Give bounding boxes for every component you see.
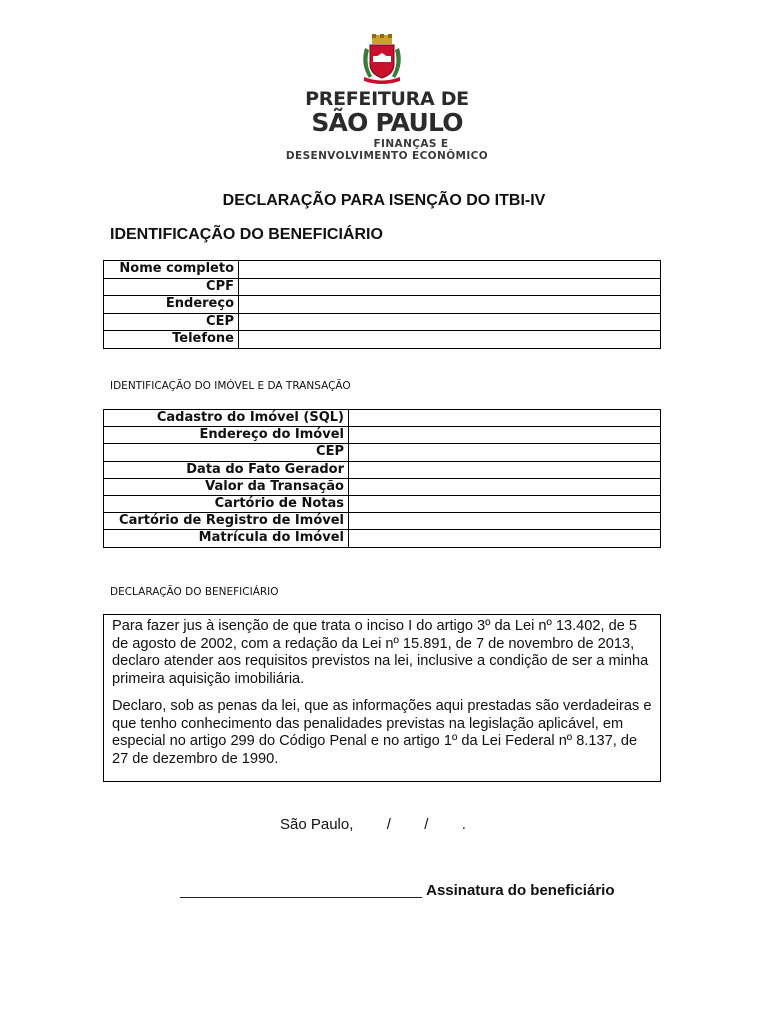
declaration-paragraph-1: Para fazer jus à isenção de que trata o inciso I do artigo 3º da Lei nº 13.402, de 5 de agosto de 2002, com a redação da Lei nº 15.891, de 7 de novembro de 2013, declaro atender aos requisitos previstos na lei, inclusive a condição de ser a minha primeira aquisição imobiliária. (112, 618, 649, 687)
city-label: São Paulo, (280, 816, 354, 833)
field-label: Valor da Transação (104, 478, 349, 495)
field-label: Telefone (104, 331, 239, 349)
cartorio-notas-field[interactable] (349, 495, 661, 512)
logo-title-line2: SÃO PAULO (311, 108, 463, 137)
telefone-field[interactable] (239, 331, 661, 349)
endereco-imovel-field[interactable] (349, 427, 661, 444)
field-label: CPF (104, 278, 239, 296)
cartorio-registro-field[interactable] (349, 513, 661, 530)
field-label: Endereço do Imóvel (104, 427, 349, 444)
table-row (104, 410, 661, 427)
table-row (104, 278, 661, 296)
endereco-field[interactable] (239, 296, 661, 314)
signature-line[interactable]: _____________________________ (180, 882, 422, 899)
matricula-imovel-field[interactable] (349, 530, 661, 547)
signature-label: Assinatura do beneficiário (426, 882, 615, 899)
table-row (104, 478, 661, 495)
sql-field[interactable] (349, 410, 661, 427)
property-table (103, 409, 661, 548)
table-row (104, 427, 661, 444)
cpf-field[interactable] (239, 278, 661, 296)
signature-row (180, 882, 615, 899)
nome-completo-field[interactable] (239, 261, 661, 279)
prefeitura-logo (272, 30, 502, 165)
table-row (104, 313, 661, 331)
table-row (104, 331, 661, 349)
table-row (104, 513, 661, 530)
field-label: Cartório de Notas (104, 495, 349, 512)
table-row (104, 444, 661, 461)
beneficiary-heading: IDENTIFICAÇÃO DO BENEFICIÁRIO (110, 226, 383, 243)
field-label: Matrícula do Imóvel (104, 530, 349, 547)
field-label: Cartório de Registro de Imóvel (104, 513, 349, 530)
cep-field[interactable] (239, 313, 661, 331)
logo-subtitle-line2: DESENVOLVIMENTO ECONÔMICO (285, 150, 489, 162)
field-label: Nome completo (104, 261, 239, 279)
data-fato-gerador-field[interactable] (349, 461, 661, 478)
table-row (104, 261, 661, 279)
city-date-line (280, 816, 466, 833)
declaration-heading: DECLARAÇÃO DO BENEFICIÁRIO (110, 586, 279, 598)
declaration-paragraph-2: Declaro, sob as penas da lei, que as informações aqui prestadas são verdadeiras e que tenho conhecimento das penalidades previstas na legislação aplicável, em especial no artigo 299 do Código Penal e no artigo 1º da Lei Federal nº 8.137, de 27 de dezembro de 1990. (112, 698, 652, 767)
city-coat-of-arms-icon (359, 34, 405, 84)
table-row (104, 530, 661, 547)
table-row (104, 495, 661, 512)
field-label: Data do Fato Gerador (104, 461, 349, 478)
field-label: Cadastro do Imóvel (SQL) (104, 410, 349, 427)
declaration-box (103, 614, 661, 782)
table-row (104, 461, 661, 478)
beneficiary-table (103, 260, 661, 349)
valor-transacao-field[interactable] (349, 478, 661, 495)
table-row (104, 296, 661, 314)
field-label: CEP (104, 313, 239, 331)
property-heading: IDENTIFICAÇÃO DO IMÓVEL E DA TRANSAÇÃO (110, 380, 351, 392)
document-title: DECLARAÇÃO PARA ISENÇÃO DO ITBI-IV (222, 192, 546, 209)
date-blank[interactable]: / / . (353, 816, 466, 833)
field-label: CEP (104, 444, 349, 461)
field-label: Endereço (104, 296, 239, 314)
logo-subtitle-line1: FINANÇAS E (373, 138, 449, 150)
logo-title-line1: PREFEITURA DE (305, 88, 469, 110)
cep-imovel-field[interactable] (349, 444, 661, 461)
